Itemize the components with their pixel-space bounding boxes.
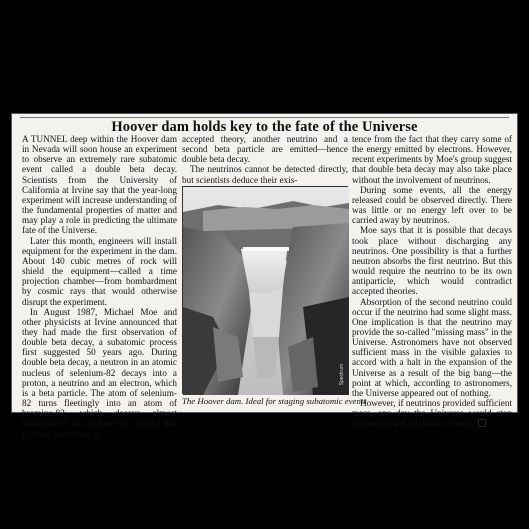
paragraph: The neutrinos cannot be detected directly, but scientists deduce their exis- xyxy=(182,164,348,185)
paragraph: Absorption of the second neutrino could occur if the neutrino had some slight mass. One implication is that the neutrino may provide the so-called "missing mass" in the Universe. Astronomers have not observed sufficient mass in the visible galaxies to accord with a halt in the expansion of the Universe as a result of the big bang—the point at which, according to astronomers, the Universe appeared out of nothing. xyxy=(352,296,512,398)
photo-caption: The Hoover dam. Ideal for staging subatomic events xyxy=(182,396,367,406)
article-column-1 xyxy=(22,134,177,439)
paragraph: In August 1987, Michael Moe and other physicists at Irvine announced that they had made the first observation of double beta decay, a subatomic process first suggested 50 years ago. During double beta decay, a neutron in an atomic nucleus of selenium-82 decays into a proton, a neutrino and an electron, which is a beta particle. The atom of selenium-82 turns fleetingly into an atom of bromine-82, which decays almost immediately into krypton-82. During this process, according to xyxy=(22,306,177,439)
headline: Hoover dam holds key to the fate of the Universe xyxy=(111,119,418,135)
article-column-3 xyxy=(352,134,512,429)
paragraph: tence from the fact that they carry some of the energy emitted by electrons. However, recent experiments by Moe's group suggest that double beta decay may also take place without the involvement of neutrinos. xyxy=(352,134,512,185)
paragraph: Moe says that it is possible that decays took place without discharging any neutrinos. One possibility is that a further neutron absorbs the first neutrino. But this would require the neutrino to be its own antiparticle, which would contradict accepted theories. xyxy=(352,225,512,297)
paragraph: accepted theory, another neutrino and a second beta particle are emitted—hence double beta decay. xyxy=(182,134,348,165)
final-sentence: However, if neutrinos provided sufficient mass, one day the Universe would stop expanding and fall back on itself. xyxy=(352,398,512,429)
top-rule xyxy=(20,117,509,118)
newspaper-clipping xyxy=(11,113,518,439)
paragraph xyxy=(352,398,512,428)
article-column-2 xyxy=(182,134,348,185)
paragraph: Later this month, engineers will install equipment for the experiment in the dam. About 140 cubic metres of rock will shield the equipment—called a time projection chamber—from bombardment by cosmic rays that would otherwise disrupt the experiment. xyxy=(22,235,177,307)
dam-image xyxy=(183,187,349,395)
end-mark-icon xyxy=(478,419,486,427)
hoover-dam-photo xyxy=(182,186,348,394)
paragraph: A TUNNEL deep within the Hoover dam in Nevada will soon house an experiment to observe an extremely rare subatomic event called a double beta decay. Scientists from the University of California at Irvine say that the year-long experiment will increase understanding of the fundamental properties of matter and may play a role in predicting the ultimate fate of the Universe. xyxy=(22,134,177,236)
photo-credit: Spectrum xyxy=(339,363,345,385)
paragraph: During some events, all the energy released could be observed directly. There was little or no energy left over to be carried away by neutrinos. xyxy=(352,184,512,226)
